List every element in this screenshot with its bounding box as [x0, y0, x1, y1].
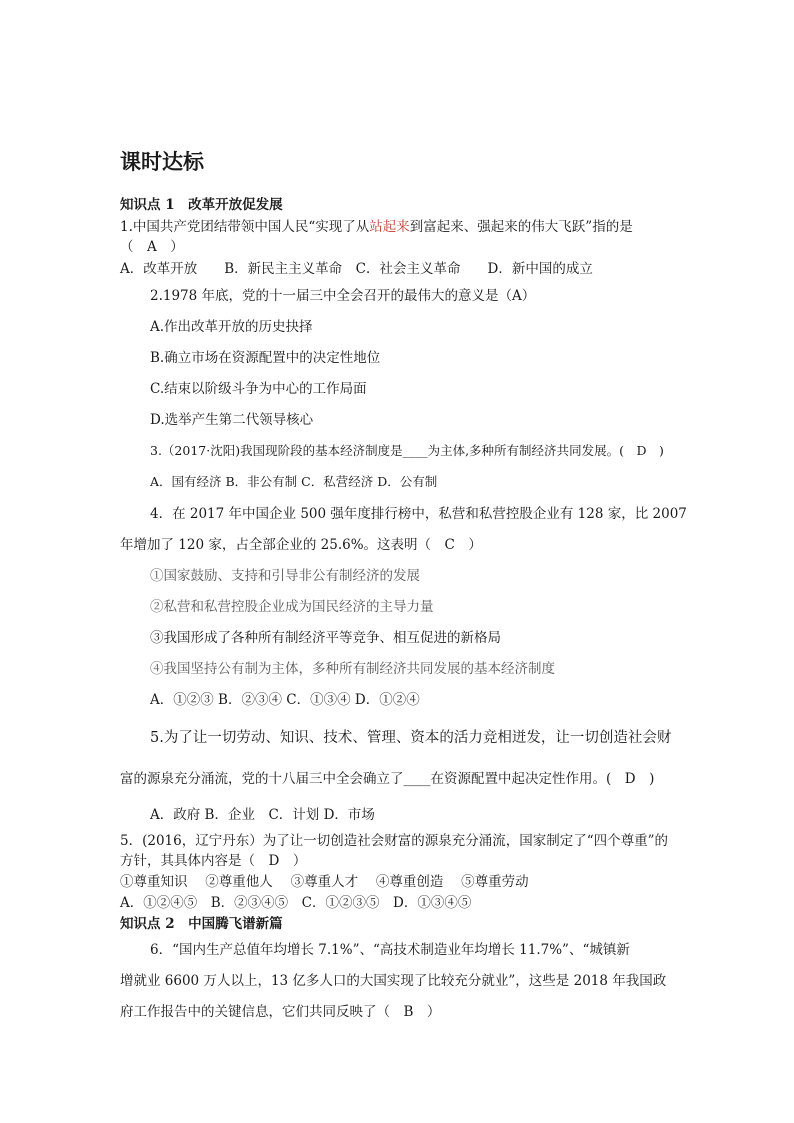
question-3-stem: 3.（2017·沈阳)我国现阶段的基本经济制度是____为主体,多种所有制经济共同发展。( D ): [150, 443, 664, 458]
question-4-stem-line-2: 年增加了 120 家，占全部企业的 25.6%。这表明（ C ）: [120, 537, 482, 553]
question-1-options: A．改革开放 B．新民主主义革命 C．社会主义革命 D．新中国的成立: [120, 261, 593, 277]
section-heading-2: 知识点 2 中国腾飞谱新篇: [120, 916, 283, 932]
question-1-answer: （ A ）: [120, 239, 184, 255]
page-title: 课时达标: [120, 149, 204, 174]
question-4-stem-line-1: 4．在 2017 年中国企业 500 强年度排行榜中，私营和私营控股企业有 128 家，比 2007: [150, 506, 687, 522]
question-5a-stem-line-1: 5.为了让一切劳动、知识、技术、管理、资本的活力竞相迸发，让一切创造社会财: [150, 730, 672, 746]
question-2-stem: 2.1978 年底，党的十一届三中全会召开的最伟大的意义是（A）: [150, 288, 536, 304]
question-5a-options: A．政府 B．企业 C．计划 D．市场: [150, 807, 375, 823]
question-3-options: A．国有经济 B．非公有制 C．私营经济 D．公有制: [150, 474, 438, 489]
question-1-stem-after: 到富起来、强起来的伟大飞跃”指的是: [409, 219, 633, 235]
question-4-item-4: ④我国坚持公有制为主体，多种所有制经济共同发展的基本经济制度: [150, 661, 555, 677]
question-2-option-b: B.确立市场在资源配置中的决定性地位: [150, 350, 381, 366]
question-5a-stem-line-2: 富的源泉充分涌流，党的十八届三中全会确立了____在资源配置中起决定性作用。( D ): [120, 771, 655, 787]
question-5b-stem-line-2: 方针，其具体内容是（ D ）: [120, 853, 307, 869]
question-2-option-c: C.结束以阶级斗争为中心的工作局面: [150, 381, 367, 397]
question-4-item-1: ①国家鼓励、支持和引导非公有制经济的发展: [150, 568, 420, 584]
question-2-option-d: D.选举产生第二代领导核心: [150, 412, 314, 428]
question-4-options: A．①②③ B．②③④ C．①③④ D．①②④: [150, 692, 420, 708]
question-5b-stem-line-1: 5．(2016，辽宁丹东）为了让一切创造社会财富的源泉充分涌流，国家制定了“四个尊重”的: [120, 833, 669, 849]
section-heading-1: 知识点 1 改革开放促发展: [120, 197, 283, 213]
question-5b-options: A．①②④⑤ B．②③④⑤ C．①②③⑤ D．①③④⑤: [120, 895, 472, 911]
question-1-stem: [120, 218, 633, 236]
question-6-stem-line-3: 府工作报告中的关键信息，它们共同反映了（ B ）: [120, 1004, 441, 1020]
question-6-stem-line-1: 6．“国内生产总值年均增长 7.1%”、“高技术制造业年均增长 11.7%”、“城镇新: [150, 942, 630, 958]
question-4-item-3: ③我国形成了各种所有制经济平等竞争、相互促进的新格局: [150, 630, 501, 646]
question-1-highlight: 站起来: [369, 219, 410, 235]
question-1-stem-before: 1.中国共产党团结带领中国人民“实现了从: [120, 219, 370, 235]
question-4-item-2: ②私营和私营控股企业成为国民经济的主导力量: [150, 599, 434, 615]
question-6-stem-line-2: 增就业 6600 万人以上，13 亿多人口的大国实现了比较充分就业”，这些是 2018 年我国政: [120, 973, 667, 989]
question-5b-items: ①尊重知识 ②尊重他人 ③尊重人才 ④尊重创造 ⑤尊重劳动: [120, 874, 529, 890]
question-2-option-a: A.作出改革开放的历史抉择: [150, 319, 313, 335]
